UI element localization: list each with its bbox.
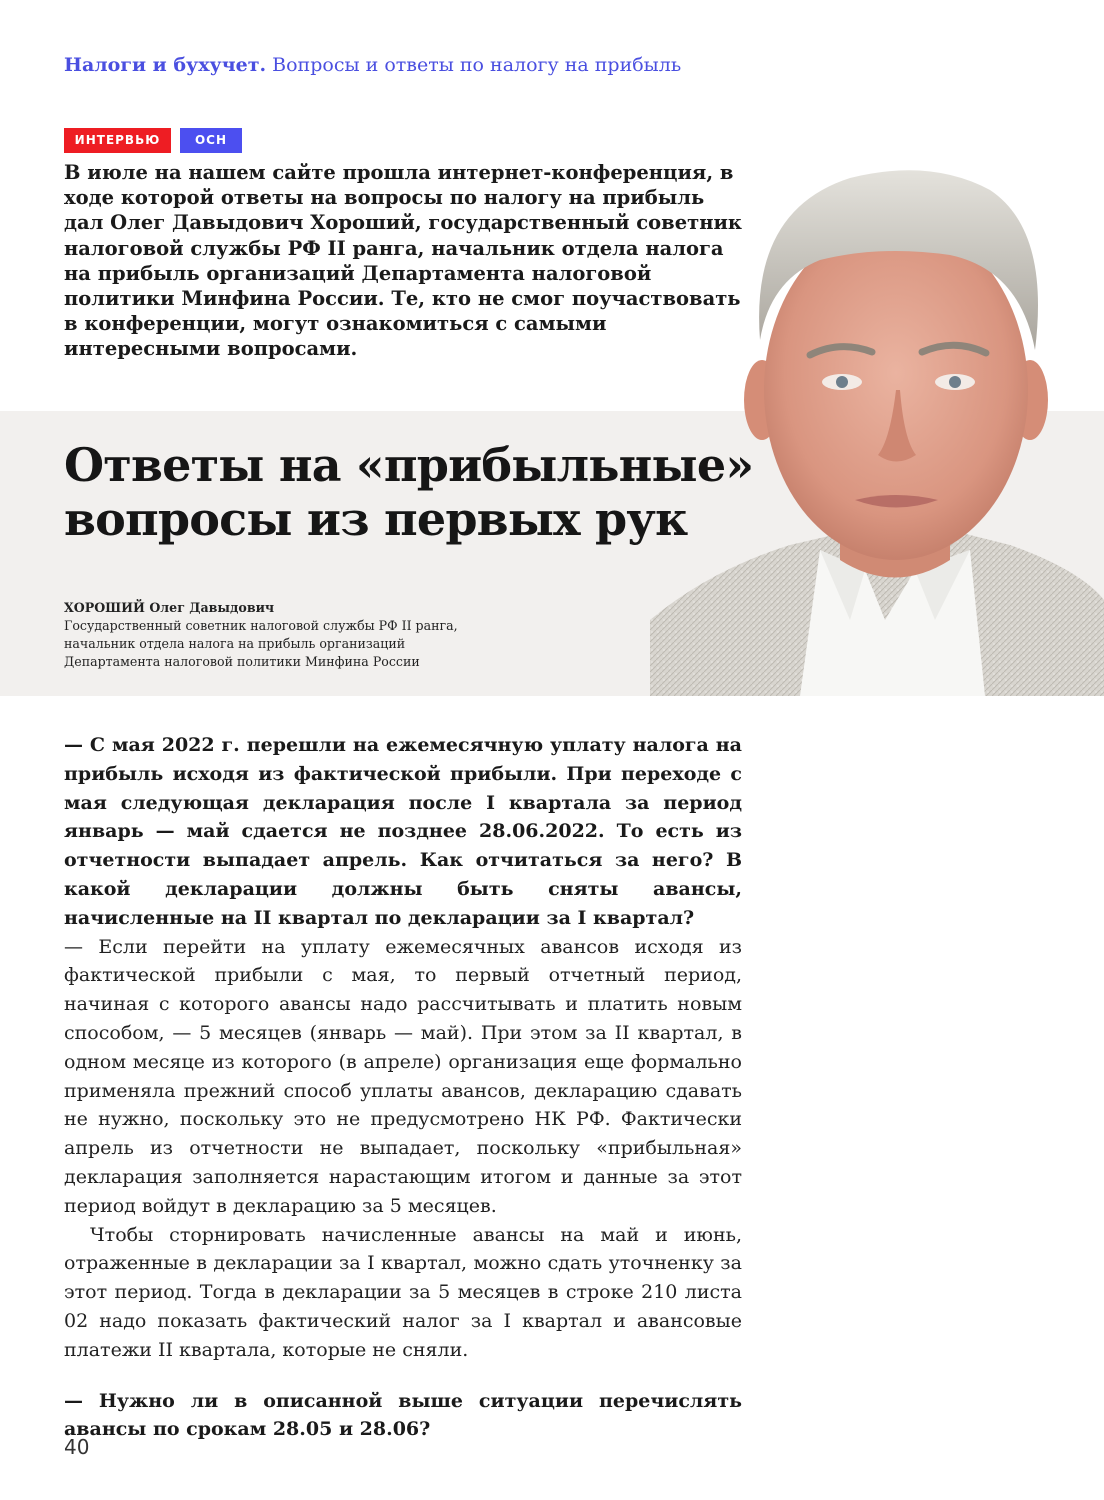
author-position-1: Государственный советник налоговой службы РФ II ранга, bbox=[64, 618, 458, 633]
question-1: — С мая 2022 г. перешли на ежемесячную уплату налога на прибыль исходя из фактической прибыли. При переходе с мая следующая декларация после I квартала за период январь — май сдается не позднее 28.06.2022. То есть из отчетности выпадает апрель. Как отчитаться за него? В какой декларации должны быть сняты авансы, начисленные на II квартал по декларации за I квартал? bbox=[64, 734, 742, 929]
page-number: 40 bbox=[64, 1435, 90, 1459]
article-body bbox=[64, 731, 742, 1444]
answer-1-paragraph-2: Чтобы сторнировать начисленные авансы на май и июнь, отраженные в декларации за I квартал, можно сдать уточненку за этот период. Тогда в декларации за 5 месяцев в строке 210 листа 02 надо показать фактический налог за I квартал и авансовые платежи II квартала, которые не сняли. bbox=[64, 1223, 742, 1361]
answer-1-paragraph-1: — Если перейти на уплату ежемесячных авансов исходя из фактической прибыли с мая, то первый отчетный период, начиная с которого авансы надо рассчитывать и платить новым способом, — 5 месяцев (январь — май). При этом за II квартал, в одном месяце из которого (в апреле) организация еще формально применяла прежний способ уплаты авансов, декларацию сдавать не нужно, поскольку это не предусмотрено НК РФ. Фактически апрель из отчетности не выпадает, поскольку «прибыльная» декларация заполняется нарастающим итогом и данные за этот период войдут в декларацию за 5 месяцев. bbox=[64, 935, 742, 1217]
header-section: Налоги и бухучет. bbox=[64, 54, 267, 76]
tag-osn: ОСН bbox=[180, 128, 242, 153]
tag-interview: ИНТЕРВЬЮ bbox=[64, 128, 171, 153]
tag-list bbox=[64, 128, 242, 153]
author-byline bbox=[64, 599, 458, 671]
author-name: ХОРОШИЙ Олег Давыдович bbox=[64, 600, 275, 615]
running-header bbox=[64, 54, 681, 76]
author-position-3: Департамента налоговой политики Минфина России bbox=[64, 654, 420, 669]
author-portrait bbox=[650, 150, 1104, 696]
author-position-2: начальник отдела налога на прибыль организаций bbox=[64, 636, 406, 651]
header-subsection: Вопросы и ответы по налогу на прибыль bbox=[272, 54, 682, 76]
title-line-2: вопросы из первых рук bbox=[64, 492, 688, 546]
title-line-1: Ответы на «прибыльные» bbox=[64, 438, 754, 492]
question-2: — Нужно ли в описанной выше ситуации перечислять авансы по срокам 28.05 и 28.06? bbox=[64, 1389, 742, 1441]
lead-paragraph: В июле на нашем сайте прошла интернет-конференция, в ходе которой ответы на вопросы по налогу на прибыль дал Олег Давыдович Хороший, государственный советник налоговой службы РФ II ранга, начальник отдела налога на прибыль организаций Департамента налоговой политики Минфина России. Те, кто не смог поучаствовать в конференции, могут ознакомиться с самыми интересными вопросами. bbox=[64, 161, 743, 361]
portrait-illustration bbox=[650, 150, 1104, 696]
paragraph-gap bbox=[64, 1365, 742, 1387]
